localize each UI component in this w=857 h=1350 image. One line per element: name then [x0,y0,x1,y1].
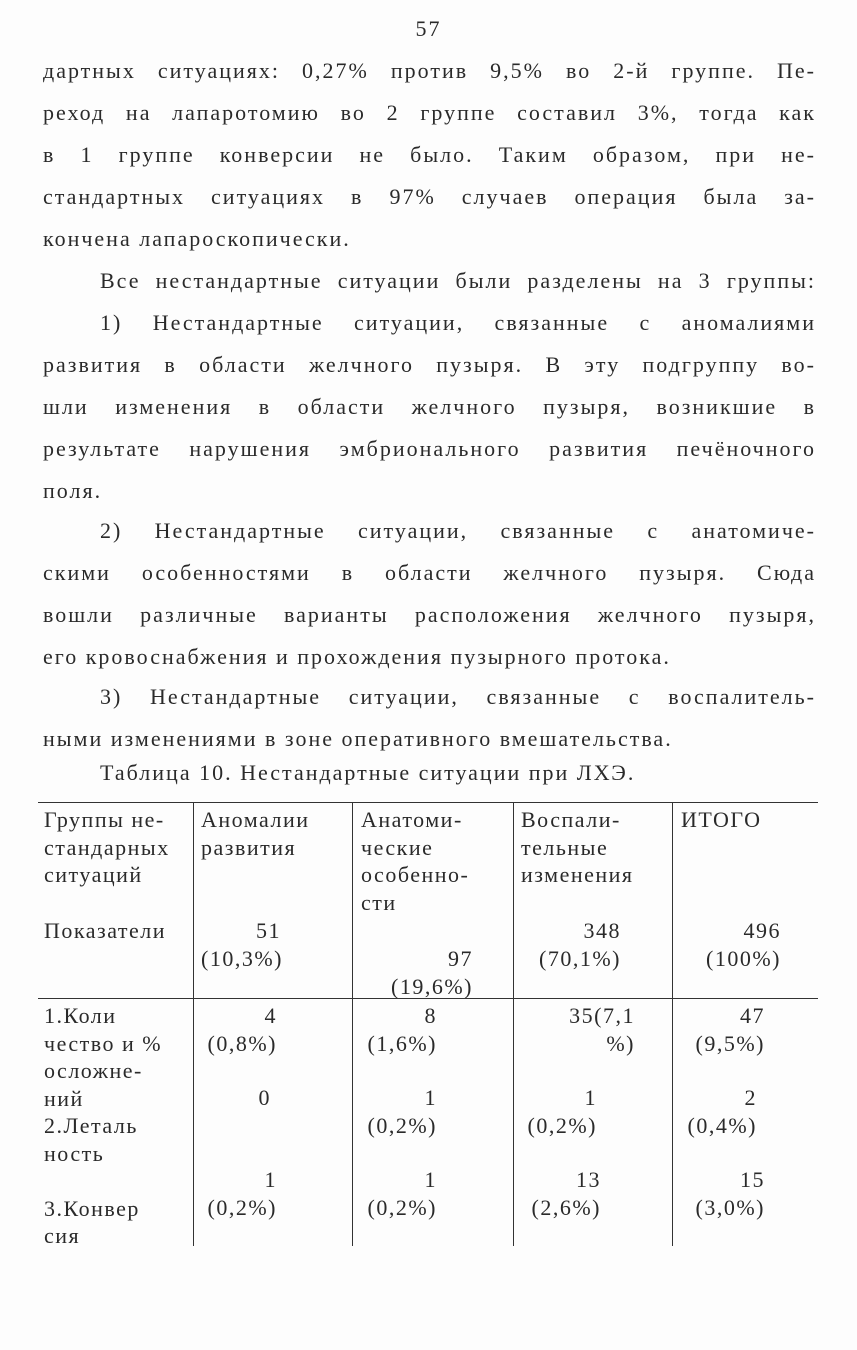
column-divider [513,802,514,1246]
header-total: ИТОГО [681,807,762,832]
text-line: поля. [43,478,103,503]
text-line: шли изменения в области желчного пузыря, возникшие в [43,394,816,419]
lethality-inflammatory: 1 (0,2%) [527,1085,597,1138]
conversion-anomalies: 1 (0,2%) [207,1167,277,1220]
text-line: дартных ситуациях: 0,27% против 9,5% во 2-й группе. Пе- [43,58,816,83]
conversion-anatomical: 1 (0,2%) [367,1167,437,1220]
header-anatomical: Анатоми- ческие особенно- сти [361,807,470,915]
complications-total: 47 (9,5%) [695,1003,765,1056]
text-line: Все нестандартные ситуации были разделены на 3 группы: [100,268,816,293]
text-line: ными изменениями в зоне оперативного вмешательства. [43,726,673,751]
text-line: 2) Нестандартные ситуации, связанные с анатомиче- [100,518,816,543]
text-line: его кровоснабжения и прохождения пузырного протока. [43,644,671,669]
lethality-anomalies: 0 [258,1085,271,1110]
indicators-label: Показатели [44,918,167,943]
complications-anatomical: 8 (1,6%) [367,1003,437,1056]
text-line: скими особенностями в области желчного пузыря. Сюда [43,560,816,585]
complications-inflammatory: 35(7,1 %) [569,1003,635,1056]
indicator-inflammatory: 348 (70,1%) [539,918,621,971]
text-line: в 1 группе конверсии не было. Таким образом, при не- [43,142,816,167]
conversion-inflammatory: 13 (2,6%) [531,1167,601,1220]
row-labels: 1.Коли чество и % осложне- ний 2.Леталь ность 3.Конвер сия [44,1003,163,1248]
header-anomalies: Аномалии развития [201,807,310,860]
indicator-anatomical: 97 (19,6%) [391,946,473,999]
lethality-total: 2 (0,4%) [687,1085,757,1138]
column-divider [352,802,353,1246]
conversion-total: 15 (3,0%) [695,1167,765,1220]
text-line: 1) Нестандартные ситуации, связанные с аномалиями [100,310,816,335]
text-line: 3) Нестандартные ситуации, связанные с воспалитель- [100,684,816,709]
text-line: развития в области желчного пузыря. В эту подгруппу во- [43,352,816,377]
table-caption: Таблица 10. Нестандартные ситуации при ЛХЭ. [100,760,636,785]
page-number: 57 [415,16,442,41]
table-rule-top [38,802,818,803]
complications-anomalies: 4 (0,8%) [207,1003,277,1056]
indicator-anomalies: 51 (10,3%) [201,918,283,971]
text-line: вошли различные варианты расположения желчного пузыря, [43,602,816,627]
lethality-anatomical: 1 (0,2%) [367,1085,437,1138]
indicator-total: 496 (100%) [706,918,781,971]
text-line: стандартных ситуациях в 97% случаев операция была за- [43,184,816,209]
column-divider [193,802,194,1246]
column-divider [672,802,673,1246]
text-line: реход на лапаротомию во 2 группе составил 3%, тогда как [43,100,816,125]
header-groups: Группы не- стандарных ситуаций [44,807,170,887]
header-inflammatory: Воспали- тельные изменения [521,807,634,887]
text-line: результате нарушения эмбрионального развития печёночного [43,436,816,461]
text-line: кончена лапароскопически. [43,226,351,251]
complications-table [38,802,818,1246]
